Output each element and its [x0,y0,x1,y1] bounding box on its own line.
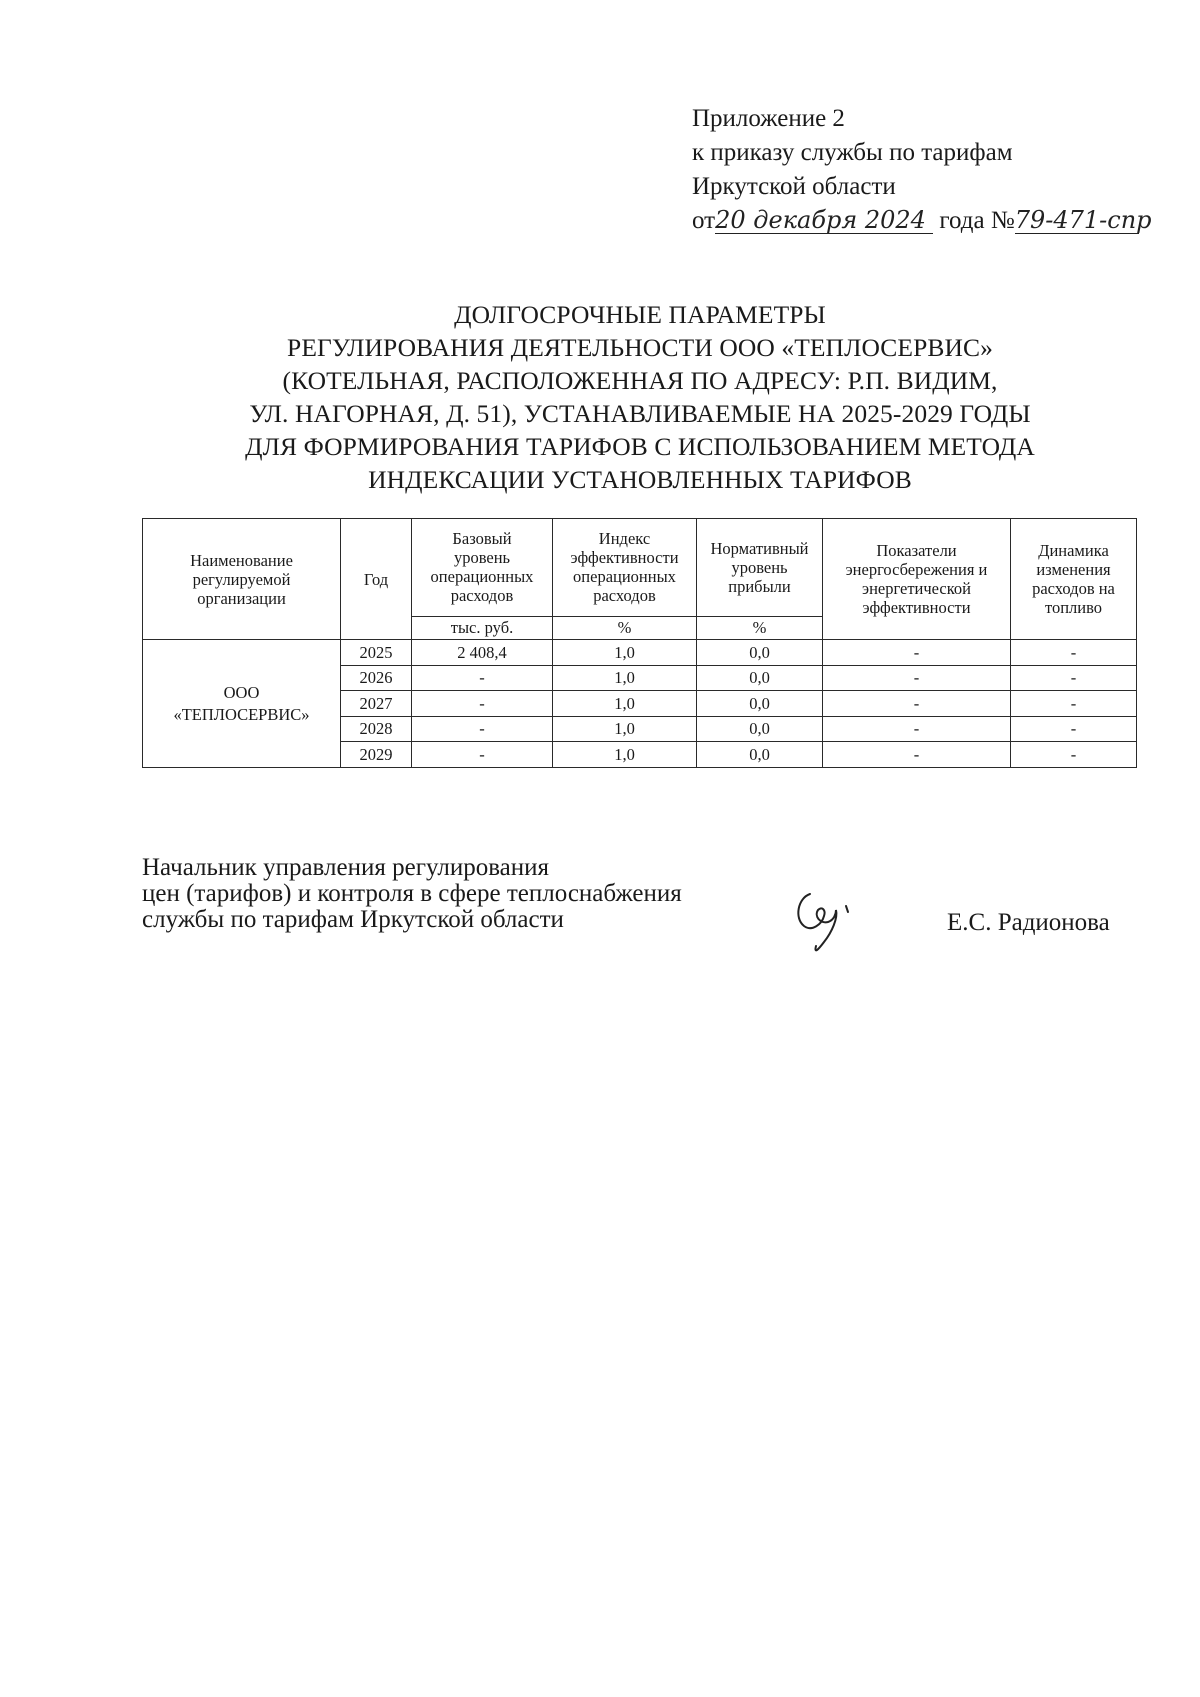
title-line: ДЛЯ ФОРМИРОВАНИЯ ТАРИФОВ С ИСПОЛЬЗОВАНИЕМ МЕТОДА [245,432,1035,461]
header-energy [823,519,1011,640]
appendix-line-1: Приложение 2 [692,105,845,132]
appendix-line-2: к приказу службы по тарифам [692,139,1013,166]
header-energy-text: энергосбережения и [845,560,988,580]
profit-cell: 0,0 [697,716,823,742]
energy-cell: - [823,665,1011,691]
base-cell: - [412,691,553,717]
handwritten-date: 20 декабря 2024 [715,207,933,234]
header-base-text: операционных [430,567,534,587]
index-cell: 1,0 [553,691,697,717]
unit-profit: % [697,616,823,639]
unit-base: тыс. руб. [412,616,553,639]
energy-cell: - [823,716,1011,742]
header-org-text: регулируемой [192,569,291,589]
signer-position-line: службы по тарифам Иркутской области [142,906,564,933]
header-fuel [1011,519,1137,640]
base-cell: - [412,742,553,768]
date-prefix: от [692,207,716,234]
header-energy-text: Показатели [876,541,957,561]
header-base [412,519,553,617]
header-base-text: расходов [450,586,514,606]
profit-cell: 0,0 [697,665,823,691]
title-line: ИНДЕКСАЦИИ УСТАНОВЛЕННЫХ ТАРИФОВ [368,465,912,494]
index-cell: 1,0 [553,716,697,742]
org-name-text: ООО [223,682,260,702]
header-fuel-text: расходов на [1032,579,1115,599]
table-row [143,640,1137,666]
handwritten-signature [788,880,878,960]
title-line: ДОЛГОСРОЧНЫЕ ПАРАМЕТРЫ [454,300,826,329]
title-line: (КОТЕЛЬНАЯ, РАСПОЛОЖЕННАЯ ПО АДРЕСУ: Р.П. ВИДИМ, [282,366,998,395]
header-base-text: Базовый [452,529,512,549]
fuel-cell: - [1011,640,1137,666]
energy-cell: - [823,742,1011,768]
header-org-text: Наименование [190,550,293,570]
header-index-text: Индекс [598,529,651,549]
signer-name: Е.С. Радионова [947,909,1110,936]
fuel-cell: - [1011,691,1137,717]
header-year: Год [341,519,412,640]
parameters-table [142,518,1137,768]
profit-cell: 0,0 [697,742,823,768]
org-name-cell [143,640,341,768]
header-index-text: расходов [593,586,656,606]
unit-index: % [553,616,697,639]
appendix-header [692,102,1152,238]
profit-cell: 0,0 [697,640,823,666]
header-profit-text: прибыли [728,576,791,596]
header-org-text: организации [197,588,286,608]
title-line: РЕГУЛИРОВАНИЯ ДЕЯТЕЛЬНОСТИ ООО «ТЕПЛОСЕРВИС» [287,333,993,362]
index-cell: 1,0 [553,665,697,691]
year-cell: 2028 [341,716,412,742]
profit-cell: 0,0 [697,691,823,717]
year-word: года № [939,207,1015,234]
base-cell: 2 408,4 [412,640,553,666]
header-org [143,519,341,640]
header-row [143,519,1137,617]
header-profit-text: уровень [731,557,788,577]
header-profit-text: Нормативный [710,538,809,558]
header-index-text: эффективности [570,548,679,568]
base-cell: - [412,716,553,742]
header-energy-text: энергетической [861,579,971,599]
year-cell: 2029 [341,742,412,768]
index-cell: 1,0 [553,640,697,666]
year-cell: 2025 [341,640,412,666]
header-index [553,519,697,617]
year-cell: 2026 [341,665,412,691]
org-name-text: «ТЕПЛОСЕРВИС» [173,704,310,724]
header-fuel-text: Динамика [1038,541,1109,561]
signer-position-line: цен (тарифов) и контроля в сфере теплоснабжения [142,880,682,907]
header-profit [697,519,823,617]
header-base-text: уровень [453,548,511,568]
index-cell: 1,0 [553,742,697,768]
fuel-cell: - [1011,665,1137,691]
base-cell: - [412,665,553,691]
appendix-line-3: Иркутской области [692,173,896,200]
signer-position-line: Начальник управления регулирования [142,854,550,881]
header-energy-text: эффективности [862,598,971,618]
header-index-text: операционных [573,567,676,587]
appendix-date-line [692,204,1152,238]
document-title [200,298,1080,496]
header-fuel-text: изменения [1036,560,1111,580]
handwritten-order-number: 79-471-спр [1014,206,1152,234]
year-cell: 2027 [341,691,412,717]
title-line: УЛ. НАГОРНАЯ, Д. 51), УСТАНАВЛИВАЕМЫЕ НА 2025-2029 ГОДЫ [249,399,1031,428]
energy-cell: - [823,640,1011,666]
energy-cell: - [823,691,1011,717]
fuel-cell: - [1011,716,1137,742]
header-fuel-text: топливо [1044,598,1103,618]
signer-position [142,855,682,933]
fuel-cell: - [1011,742,1137,768]
